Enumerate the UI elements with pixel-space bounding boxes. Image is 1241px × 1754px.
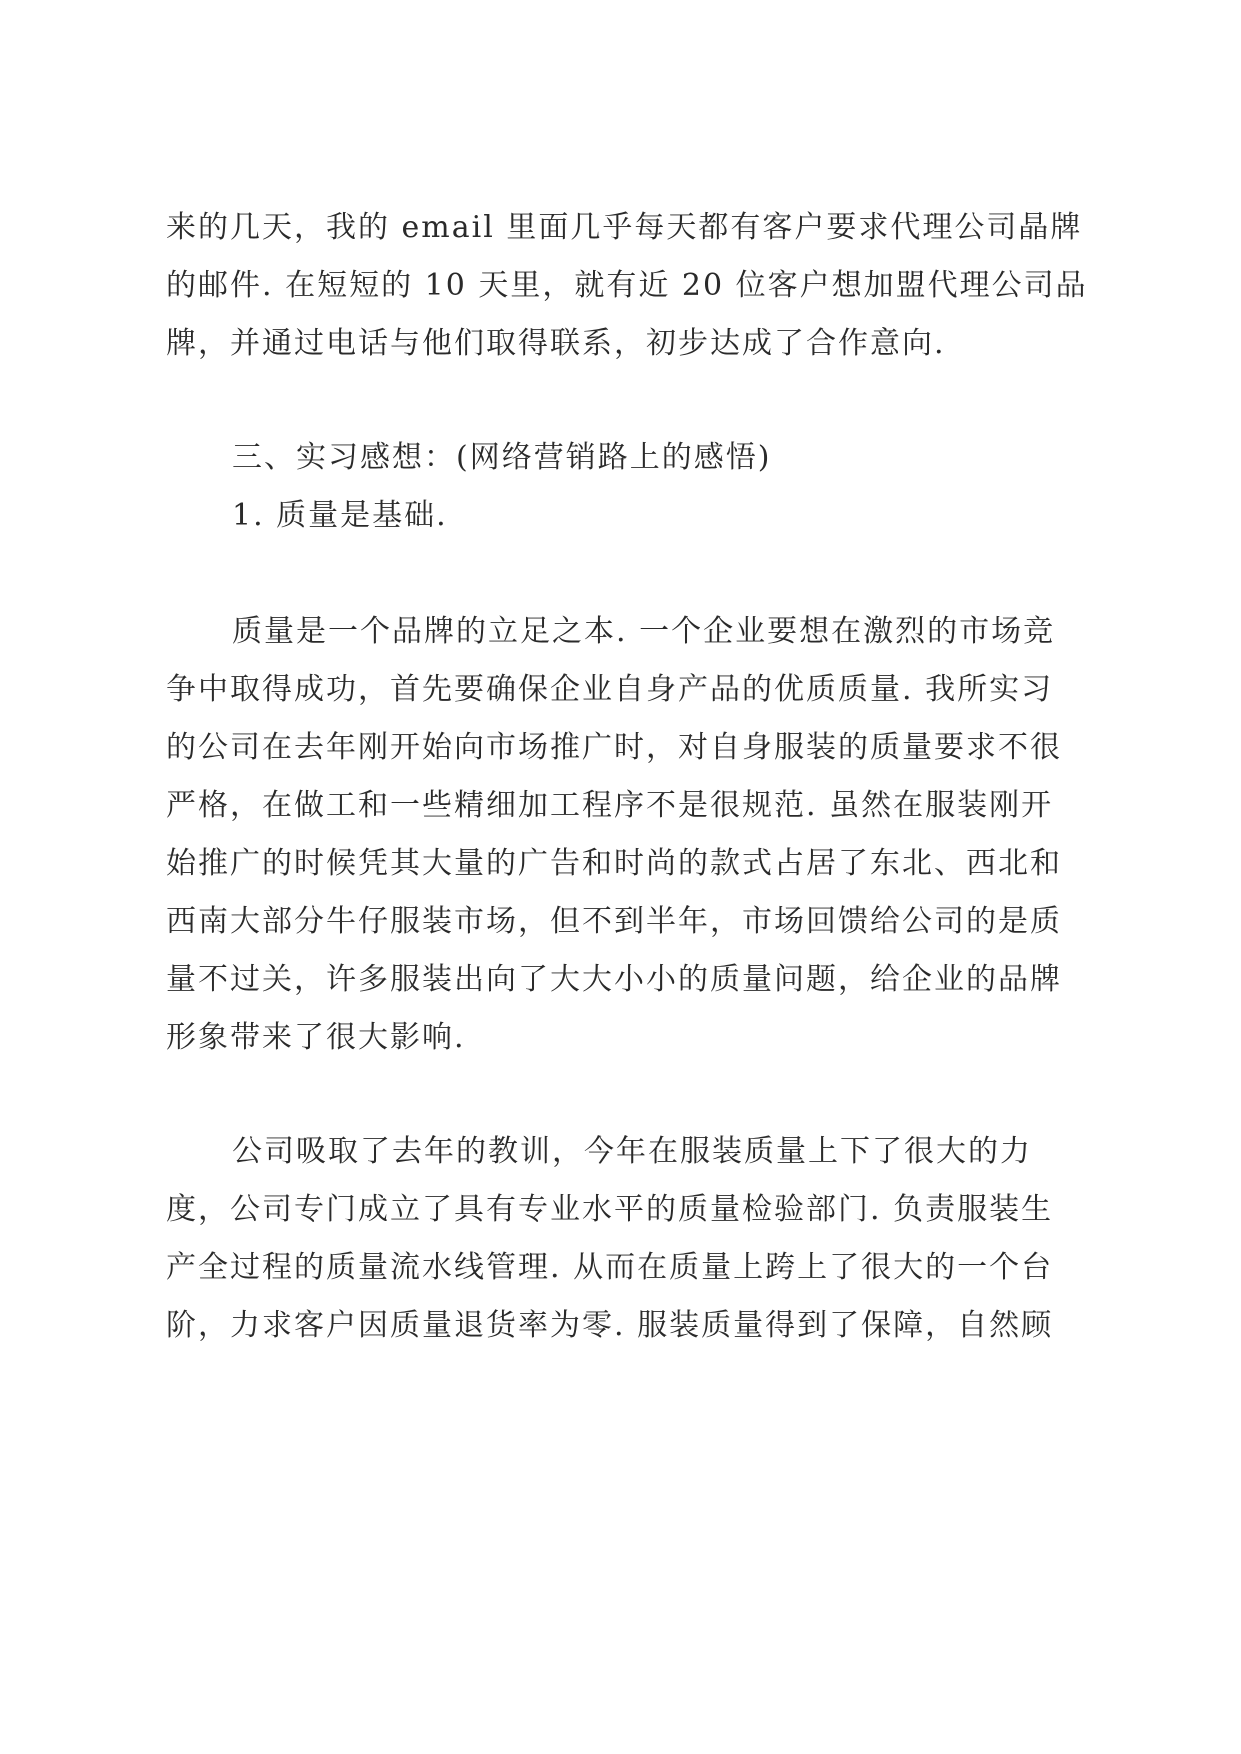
paragraph-2-line-7: 量不过关，许多服装出向了大大小小的质量问题，给企业的品牌: [166, 962, 1062, 997]
paragraph-3-line-1: 公司吸取了去年的教训，今年在服装质量上下了很大的力: [232, 1134, 1032, 1169]
paragraph-2-line-4: 严格，在做工和一些精细加工程序不是很规范. 虽然在服装刚开: [166, 788, 1054, 823]
paragraph-1-line-3: 牌，并通过电话与他们取得联系，初步达成了合作意向.: [166, 326, 946, 361]
section-heading: 三、实习感想：(网络营销路上的感悟): [232, 440, 772, 475]
paragraph-2-line-6: 西南大部分牛仔服装市场，但不到半年，市场回馈给公司的是质: [166, 904, 1062, 939]
subheading: 1. 质量是基础.: [232, 498, 448, 533]
paragraph-1-line-1: 来的几天，我的 email 里面几乎每天都有客户要求代理公司晶牌: [166, 210, 1083, 245]
paragraph-1-line-2: 的邮件. 在短短的 10 天里，就有近 20 位客户想加盟代理公司品: [166, 268, 1088, 303]
paragraph-2-line-8: 形象带来了很大影响.: [166, 1020, 466, 1055]
paragraph-3-line-3: 产全过程的质量流水线管理. 从而在质量上跨上了很大的一个台: [166, 1250, 1054, 1285]
paragraph-2-line-2: 争中取得成功，首先要确保企业自身产品的优质质量. 我所实习: [166, 672, 1054, 707]
paragraph-3-line-2: 度，公司专门成立了具有专业水平的质量检验部门. 负责服装生: [166, 1192, 1054, 1227]
paragraph-3-line-4: 阶，力求客户因质量退货率为零. 服装质量得到了保障，自然顾: [166, 1308, 1054, 1343]
paragraph-2-line-5: 始推广的时候凭其大量的广告和时尚的款式占居了东北、西北和: [166, 846, 1062, 881]
paragraph-2-line-1: 质量是一个品牌的立足之本. 一个企业要想在激烈的市场竞: [232, 614, 1056, 649]
paragraph-2-line-3: 的公司在去年刚开始向市场推广时，对自身服装的质量要求不很: [166, 730, 1062, 765]
